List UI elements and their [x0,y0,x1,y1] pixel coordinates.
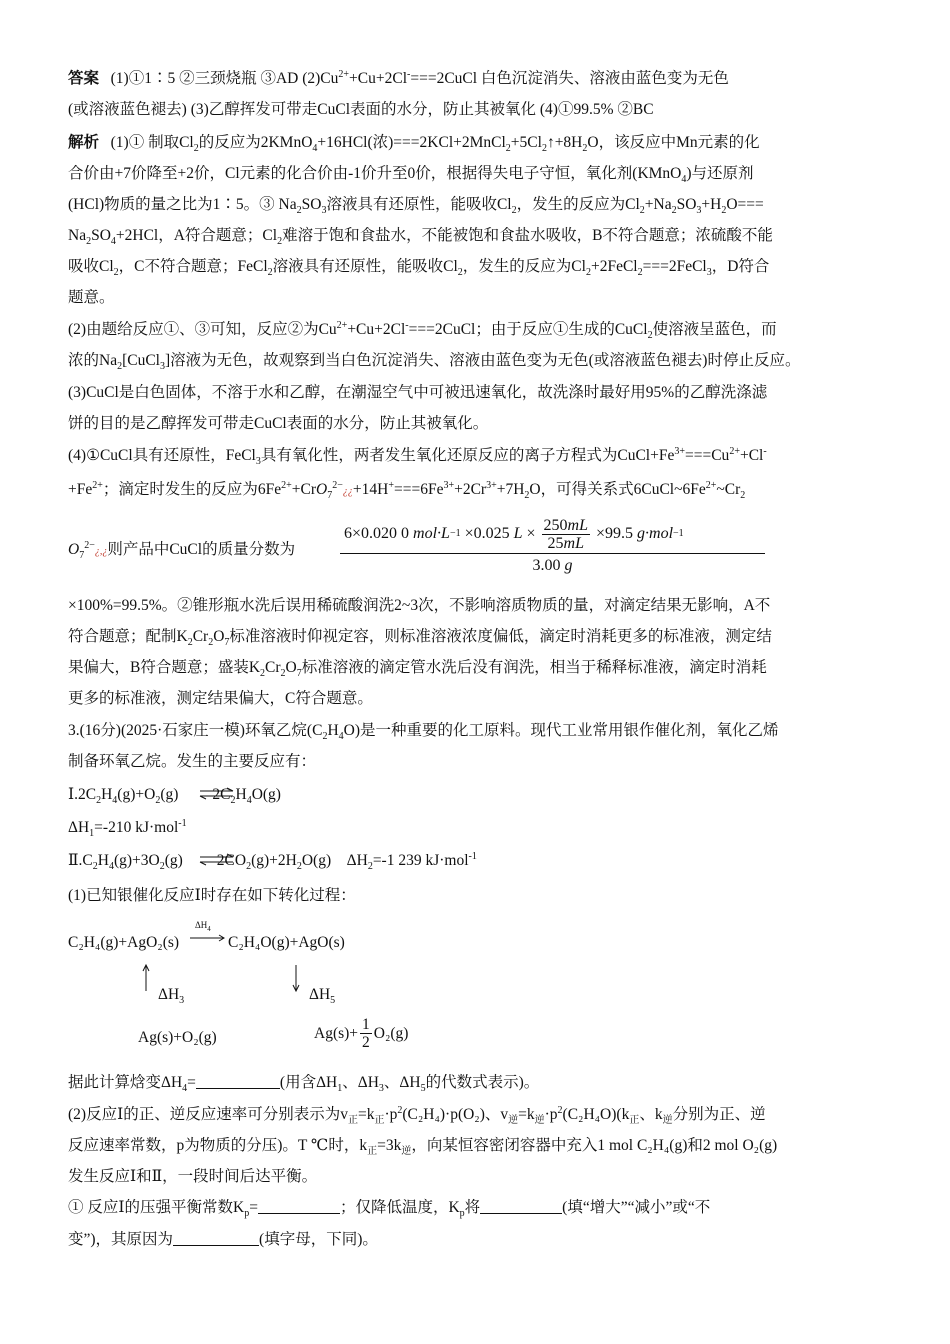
cycle-dh3: $\Delta H_3$ [158,986,185,1007]
q3-part2-q1-line-1: ① 反应Ⅰ的压强平衡常数$K_p=$ ；仅降低温度，$K_p$将 (填“增大”“减小”或“不 [68,1199,711,1220]
analysis-q4-line-4: ×100%=99.5%。②锥形瓶水洗后误用稀硫酸润洗2~3次，不影响溶质物质的量，对滴定结果无影响，A不 [68,597,771,614]
answer-label: 答案 [68,70,100,87]
answer-line-1: 答案 (1)①1∶5 ②三颈烧瓶 ③AD $(2)Cu^{2+}+Cu+2Cl^-===2CuCl$ 白色沉淀消失、溶液由蓝色变为无色 [68,68,729,87]
analysis-q4-line-6: 果偏大，B符合题意；盛装$K_2Cr_2O_7$标准溶液的滴定管水洗后没有润洗，相当于稀释标准液，滴定时消耗 [68,659,767,680]
mass-fraction-fraction [340,515,765,578]
cycle-right-arrow [190,934,226,942]
analysis-line-5: 吸收$Cl_2$，C不符合题意；FeCl$_2$溶液具有还原性，能吸收$Cl_2$，发生的反应为$Cl_2+2FeCl_2===2FeCl_3$，D符合 [68,258,770,279]
analysis-label: 解析 [68,134,100,151]
q3-intro-line-1: 3.(16分)(2025·石家庄一模)环氧乙烷$(C_2H_4O)$是一种重要的化工原料。现代工业常用银作催化剂，氧化乙烯 [68,722,779,743]
analysis-q2-line-2: 浓的$Na_2[CuCl_3]$溶液为无色，故观察到当白色沉淀消失、溶液由蓝色变为无色(或溶液蓝色褪去)时停止反应。 [68,352,801,373]
analysis-line-4: $Na_2SO_4+2HCl$，A符合题意；$Cl_2$难溶于饱和食盐水，不能被饱和食盐水吸收，B不符合题意；浓硫酸不能 [68,227,773,248]
analysis-line-6: 题意。 [68,289,115,306]
enthalpy-1: $\Delta H_1=-210$ kJ·mol$^{-1}$ [68,817,187,840]
analysis-q4-line-5: 符合题意；配制$K_2Cr_2O_7$标准溶液时仰视定容，则标准溶液浓度偏低，滴定时消耗更多的标准液，测定结 [68,628,772,649]
analysis-q4-line-2: $+Fe^{2+}$；滴定时发生的反应为$6Fe^{2+}+CrO_7^{2-}¿¿+14H^+===6Fe^{3+}+2Cr^{3+}+7H_2O$，可得关系式$6CuCl\sim 6Fe^{2+}\sim Cr_2$ [68,479,746,502]
cycle-top-right: C₂H₄O(g)+AgO(s) [228,934,345,951]
reaction-1: $Ⅰ.2C_2H_4(g)+O_2(g)$ $2C_2H_4O(g)$ [68,786,281,807]
cycle-arrow-label: $\Delta H_4$ [195,920,211,933]
analysis-line-2: 合价由+7价降至+2价，Cl元素的化合价由-1价升至0价，根据得失电子守恒，氧化剂(KMnO$_4$)与还原剂 [68,165,754,186]
cycle-down-arrow [291,963,301,993]
answer-blank-kp-change[interactable] [480,1198,562,1214]
fraction-numerator: 6×0.020 0 mol·L −1 ×0.025 L × $\frac{250mL}{25mL}$ ×99.5 g·mol −1 [340,515,765,554]
q3-part1-prompt: (1)已知银催化反应Ⅰ时存在如下转化过程： [68,887,356,904]
reaction-2: $Ⅱ.C_2H_4(g)+3O_2(g)$ $2CO_2(g)+2H_2O(g)$ $\Delta H_2=-1$ 239 kJ·mol$^{-1}$ [68,850,477,873]
q3-part2-line-1: (2)反应Ⅰ的正、逆反应速率可分别表示为$v_正=k_正\cdot p^2(C_2H_4)\cdot p(O_2)$、$v_逆=k_逆\cdot p^2(C_2H_4O)(k_正$、$k_逆$分别为正、逆 [68,1104,766,1127]
analysis-line-1: 解析 (1)① 制取$Cl_2$的反应为2KMnO$_4$+16HCl(浓)$===2KCl+2MnCl_2+5Cl_2↑+8H_2O$，该反应中Mn元素的化 [68,134,760,155]
q3-part2-q1-line-2: 变”)，其原因为 (填字母，下同)。 [68,1231,378,1248]
analysis-q3-line-2: 饼的目的是乙醇挥发可带走CuCl表面的水分，防止其被氧化。 [68,415,489,432]
analysis-q4-line-1: (4)①CuCl具有还原性，FeCl$_3$具有氧化性，两者发生氧化还原反应的离子方程式为$CuCl+Fe^{3+}===Cu^{2+}+Cl^-$ [68,445,767,468]
cycle-up-arrow [141,963,151,993]
q3-part1-answer-line: 据此计算焓变$\Delta H_4=$ (用含$\Delta H_1$、$\Delta H_3$、$\Delta H_5$的代数式表示)。 [68,1074,540,1095]
answer-line-2: (或溶液蓝色褪去) (3)乙醇挥发可带走CuCl表面的水分，防止其被氧化 (4)①99.5% ②BC [68,101,654,118]
cycle-bottom-right: Ag(s)+ $\frac{1}{2}$ O₂(g) [314,1016,409,1051]
analysis-q2-line-1: (2)由题给反应①、③可知，反应②为$Cu^{2+}+Cu+2Cl^-===2CuCl$；由于反应①生成的CuCl$_2$使溶液呈蓝色，而 [68,319,777,342]
q3-part2-line-2: 反应速率常数，p为物质的分压)。T ℃时，$k_正=3k_逆$，向某恒容密闭容器中充入1 mol C₂H₄(g)和2 mol O₂(g) [68,1137,778,1158]
analysis-line-3: (HCl)物质的量之比为1∶5。③ $Na_2SO_3$溶液具有还原性，能吸收$Cl_2$，发生的反应为$Cl_2+Na_2SO_3+H_2O===$ [68,196,764,217]
reversible-arrow-1 [199,787,235,801]
mass-fraction-formula-line: $O_7^{2-}¿,¿$则产品中CuCl的质量分数为 [68,539,296,562]
reversible-arrow-2 [199,853,235,867]
q3-intro-line-2: 制备环氧乙烷。发生的主要反应有： [68,753,317,770]
analysis-q4-line-7: 更多的标准液，测定结果偏大，C符合题意。 [68,690,373,707]
answer-blank-kp[interactable] [258,1198,340,1214]
cycle-bottom-left: Ag(s)+O₂(g) [138,1029,217,1046]
answer-blank-dh4[interactable] [196,1073,280,1089]
analysis-q3-line-1: (3)CuCl是白色固体，不溶于水和乙醇，在潮湿空气中可被迅速氧化，故洗涤时最好用95%的乙醇洗涤滤 [68,384,768,401]
answer-blank-reason[interactable] [173,1230,259,1246]
fraction-denominator: 3.00 g [532,557,573,574]
cycle-top-left: C₂H₄(g)+AgO₂(s) [68,934,180,951]
cycle-dh5: $\Delta H_5$ [309,986,336,1007]
q3-part2-line-3: 发生反应Ⅰ和Ⅱ，一段时间后达平衡。 [68,1168,318,1185]
